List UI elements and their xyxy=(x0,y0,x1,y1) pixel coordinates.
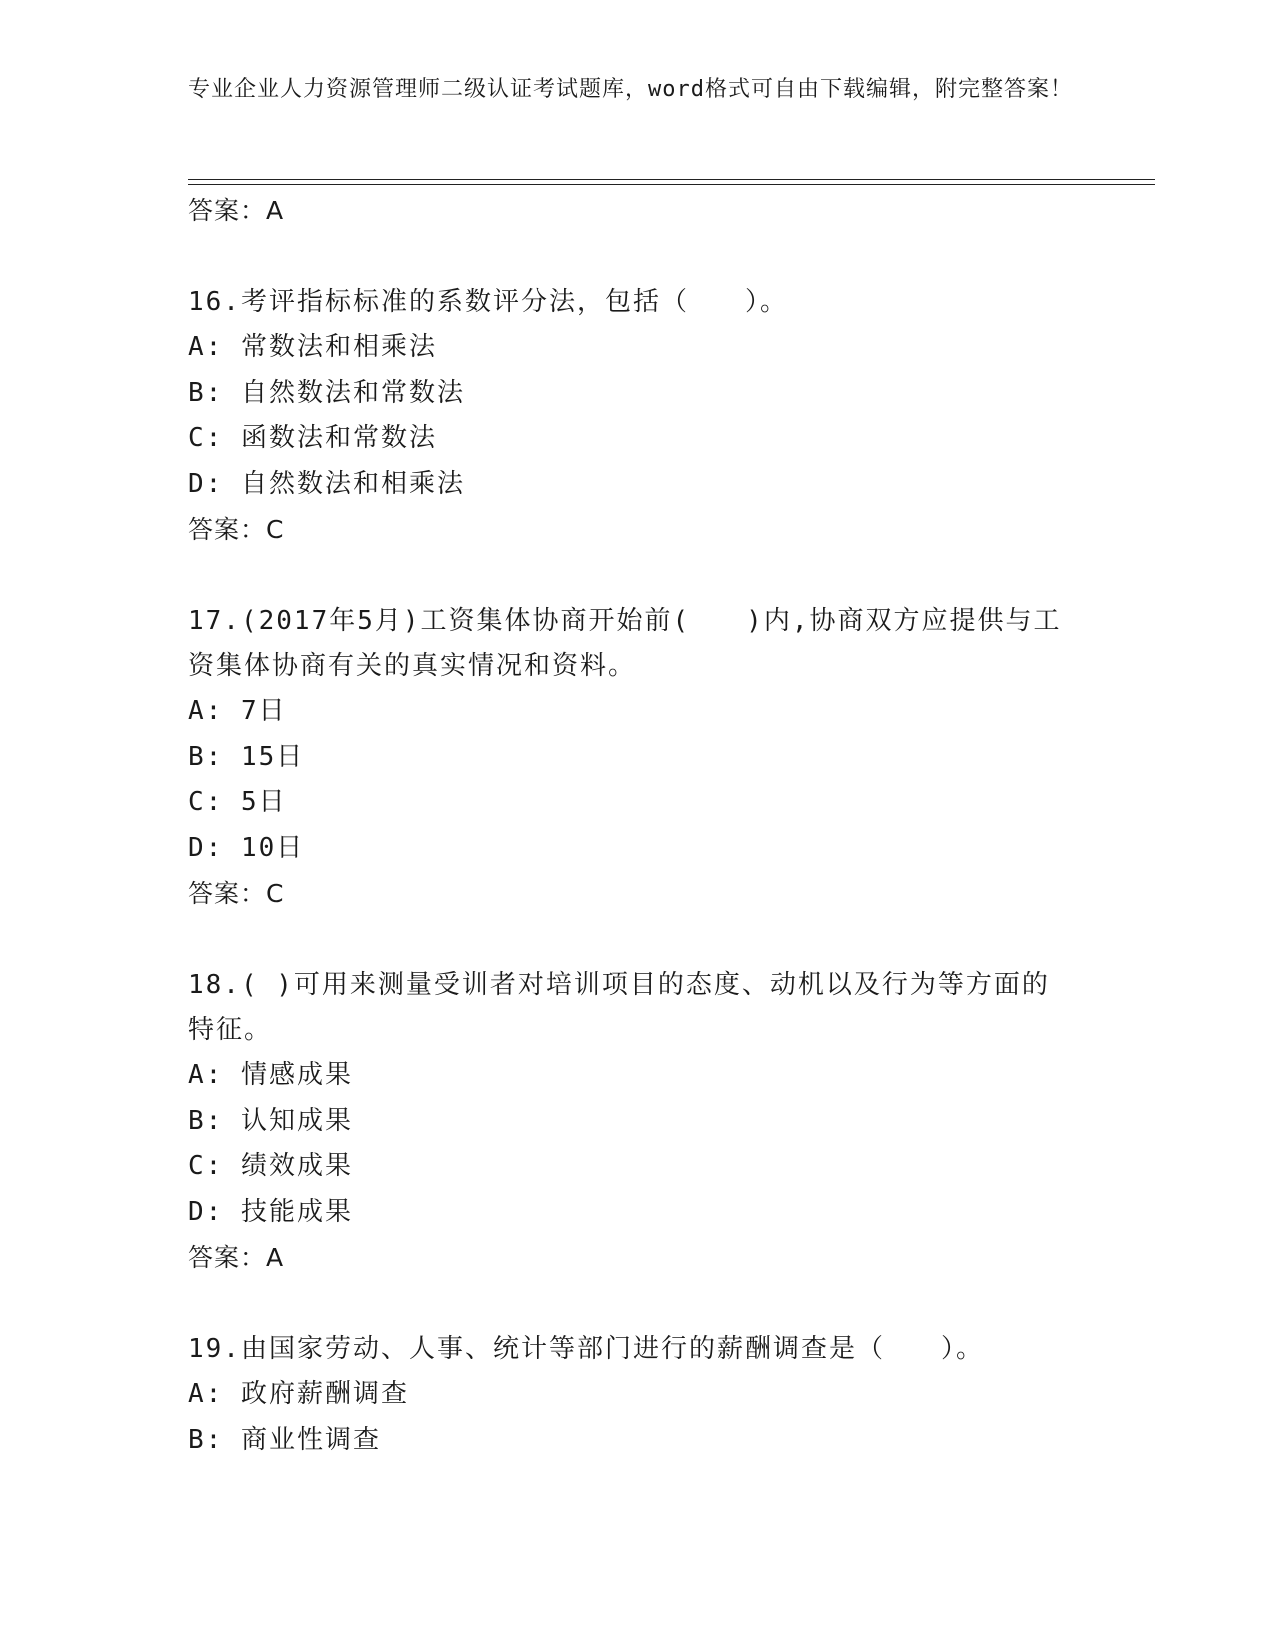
option-separator: : xyxy=(205,332,241,362)
option-text: 函数法和常数法 xyxy=(240,423,437,453)
question-gap xyxy=(188,553,1068,599)
option-text: 绩效成果 xyxy=(240,1151,353,1181)
option-separator: : xyxy=(205,1196,241,1227)
option-text: 常数法和相乘法 xyxy=(240,332,437,362)
option-separator: : xyxy=(205,1379,241,1409)
option-separator: : xyxy=(205,1424,241,1455)
option-separator: : xyxy=(205,832,241,863)
option-text: 商业性调查 xyxy=(240,1424,381,1455)
option-d xyxy=(188,1190,1068,1236)
option-c xyxy=(188,780,1068,826)
option-b xyxy=(188,1099,1068,1145)
option-key: B xyxy=(188,377,206,408)
option-key: C xyxy=(188,787,206,817)
option-key: C xyxy=(188,1151,206,1181)
question-text: 18.( )可用来测量受训者对培训项目的态度、动机以及行为等方面的特征。 xyxy=(188,970,1050,1045)
option-key: B xyxy=(188,1105,206,1136)
question-text: 19.由国家劳动、人事、统计等部门进行的薪酬调查是（ ）。 xyxy=(188,1334,984,1364)
option-key: A xyxy=(188,1060,206,1090)
option-separator: : xyxy=(205,1060,241,1090)
header-rule-bottom xyxy=(188,184,1155,185)
answer-line xyxy=(188,871,1068,917)
option-text: 认知成果 xyxy=(240,1105,353,1136)
header-rule-top xyxy=(188,179,1155,180)
option-separator: : xyxy=(205,377,241,408)
option-separator: : xyxy=(205,696,241,726)
option-text: 7日 xyxy=(240,696,287,726)
option-text: 自然数法和相乘法 xyxy=(240,468,465,499)
option-key: B xyxy=(188,1424,206,1455)
answer-line xyxy=(188,1235,1068,1281)
option-key: D xyxy=(188,468,206,499)
option-text: 5日 xyxy=(240,787,287,817)
option-separator: : xyxy=(205,787,241,817)
option-a xyxy=(188,1053,1068,1099)
answer-value: C xyxy=(266,879,285,908)
question-gap xyxy=(188,917,1068,963)
option-separator: : xyxy=(205,741,241,772)
answer-value: A xyxy=(266,196,285,225)
option-separator: : xyxy=(205,423,241,453)
option-b xyxy=(188,371,1068,417)
answer-value: A xyxy=(266,1243,285,1272)
question-block xyxy=(188,963,1068,1281)
answer-line xyxy=(188,507,1068,553)
option-d xyxy=(188,826,1068,872)
question-gap xyxy=(188,1281,1068,1327)
option-text: 政府薪酬调查 xyxy=(240,1379,409,1409)
option-text: 技能成果 xyxy=(240,1196,353,1227)
option-text: 情感成果 xyxy=(240,1060,353,1090)
answer-label: 答案： xyxy=(188,515,267,544)
option-key: A xyxy=(188,332,206,362)
option-c xyxy=(188,1144,1068,1190)
option-key: B xyxy=(188,741,206,772)
question-text: 17.(2017年5月)工资集体协商开始前( )内,协商双方应提供与工资集体协商有关的真实情况和资料。 xyxy=(188,606,1062,681)
option-text: 10日 xyxy=(240,832,305,863)
option-c xyxy=(188,416,1068,462)
option-key: D xyxy=(188,832,206,863)
question-block xyxy=(188,599,1068,917)
question-text: 16.考评指标标准的系数评分法，包括（ ）。 xyxy=(188,287,788,317)
option-text: 自然数法和常数法 xyxy=(240,377,465,408)
page-header: 专业企业人力资源管理师二级认证考试题库，word格式可自由下载编辑，附完整答案！ xyxy=(188,77,1073,102)
option-d xyxy=(188,462,1068,508)
answer-label: 答案： xyxy=(188,1243,267,1272)
option-b xyxy=(188,1418,1068,1464)
question-block xyxy=(188,280,1068,553)
option-key: C xyxy=(188,423,206,453)
option-b xyxy=(188,735,1068,781)
answer-line xyxy=(188,188,1068,234)
option-separator: : xyxy=(205,1105,241,1136)
option-key: D xyxy=(188,1196,206,1227)
question-list xyxy=(188,188,1068,1463)
option-text: 15日 xyxy=(240,741,305,772)
option-key: A xyxy=(188,1379,206,1409)
answer-label: 答案： xyxy=(188,879,267,908)
answer-value: C xyxy=(266,515,285,544)
question-gap xyxy=(188,234,1068,280)
option-key: A xyxy=(188,696,206,726)
answer-label: 答案： xyxy=(188,196,267,225)
option-separator: : xyxy=(205,1151,241,1181)
option-a xyxy=(188,1372,1068,1418)
option-a xyxy=(188,689,1068,735)
question-block xyxy=(188,1327,1068,1463)
option-a xyxy=(188,325,1068,371)
option-separator: : xyxy=(205,468,241,499)
